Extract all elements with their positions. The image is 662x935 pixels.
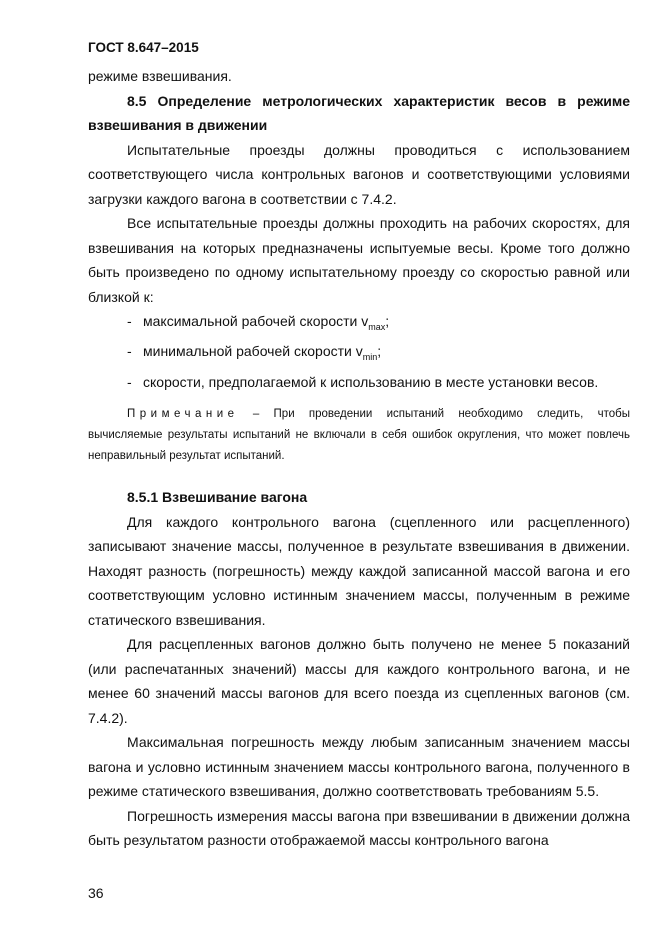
paragraph: Все испытательные проезды должны проходить на рабочих скоростях, для взвешивания на которых предназначены испытуемые весы. Кроме того должно быть произведено по одному испытательному проезду со скоростью равной или близкой к: [88,215,630,305]
continuation-line: режиме взвешивания. [88,68,232,84]
note-text: – При проведении испытаний необходимо следить, чтобы вычисляемые результаты испытаний не включали в себя ошибок округления, что может повлечь неправильный результат испытаний. [88,408,630,463]
page-number: 36 [88,885,104,901]
list-item: - скорости, предполагаемой к использованию в месте установки весов. [127,373,599,390]
list-item: - максимальной рабочей скорости $v_{max}$; [127,313,390,332]
paragraph: Для каждого контрольного вагона (сцепленного или расцепленного) записывают значение массы, полученное в результате взвешивания в движении. Находят разность (погрешность) между каждой записанной массой вагона и его соответствующим условно истинным значением массы, полученным в режиме статического взвешивания. [88,513,630,628]
speed-list [88,309,630,394]
paragraph: Для расцепленных вагонов должно быть получено не менее 5 показаний (или распечатанных значений) массы для каждого контрольного вагона, и не менее 60 значений массы вагонов для всего поезда из сцепленных вагонов (см. 7.4.2). [88,636,630,726]
list-item: - минимальной рабочей скорости $v_{min}$; [127,343,382,363]
paragraph: Погрешность измерения массы вагона при взвешивании в движении должна быть результатом разности отображаемой массы контрольного вагона [88,807,630,849]
page-body [88,64,630,853]
note-label: Примечание [127,408,239,421]
section-heading-8-5-1: 8.5.1 Взвешивание вагона [127,489,308,506]
paragraph: Максимальная погрешность между любым записанным значением массы вагона и условно истинным значением массы контрольного вагона, полученного в режиме статического взвешивания, должно соответствовать требованиям 5.5. [88,734,630,800]
paragraph: Испытательные проезды должны проводиться с использованием соответствующего числа контрольных вагонов и соответствующими условиями загрузки каждого вагона в соответствии с 7.4.2. [88,141,630,207]
note [88,404,630,467]
document-header: ГОСТ 8.647–2015 [88,40,199,55]
section-heading-8-5: 8.5 Определение метрологических характеристик весов в режиме взвешивания в движении [88,92,630,133]
